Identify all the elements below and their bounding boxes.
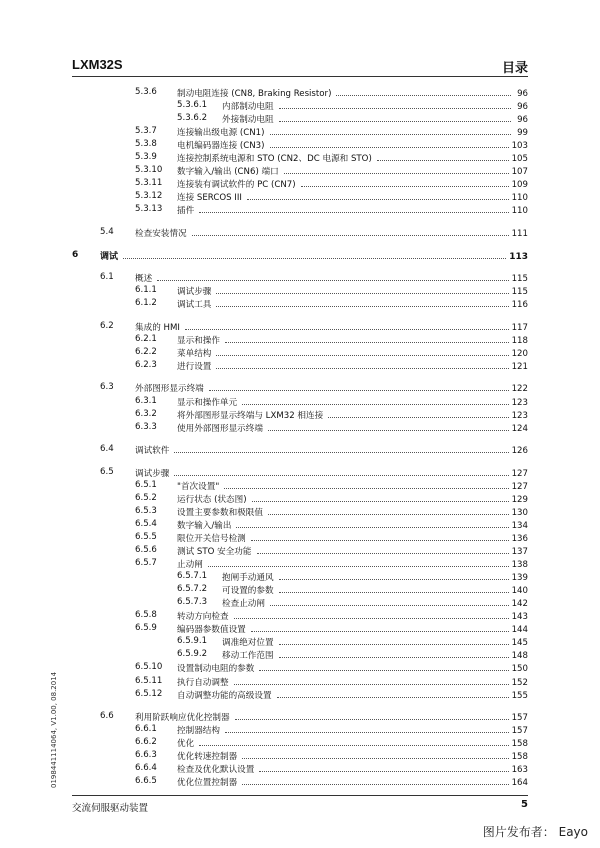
toc-entry-title: 转动方向检查 bbox=[177, 612, 229, 623]
toc-entry-title: 优化位置控制器 bbox=[177, 778, 238, 789]
dot-leader bbox=[192, 226, 509, 236]
toc-entry[interactable] bbox=[0, 583, 600, 596]
document-id: 0198441114064, V1.00, 08.2014 bbox=[50, 671, 58, 788]
toc-entry-page: 152 bbox=[511, 677, 528, 688]
toc-entry-page: 157 bbox=[511, 713, 528, 724]
toc-entry-number: 6.3.3 bbox=[135, 421, 157, 432]
toc-entry-title: 执行自动调整 bbox=[177, 677, 229, 688]
toc-entry[interactable] bbox=[0, 203, 600, 216]
toc-entry-page: 129 bbox=[511, 494, 528, 505]
toc-entry[interactable] bbox=[0, 557, 600, 570]
toc-entry-title: 概述 bbox=[135, 274, 153, 285]
toc-entry-page: 136 bbox=[511, 533, 528, 544]
toc-entry-title: 进行设置 bbox=[177, 361, 212, 372]
toc-entry-number: 5.3.10 bbox=[135, 165, 163, 176]
toc-entry-page: 140 bbox=[511, 586, 528, 597]
toc-entry-page: 107 bbox=[511, 167, 528, 178]
toc-entry-number: 6.5.3 bbox=[135, 505, 157, 516]
dot-leader bbox=[242, 749, 508, 759]
toc-entry-number: 6.6.1 bbox=[135, 724, 157, 735]
toc-entry-title: 调试步骤 bbox=[135, 468, 170, 479]
toc-entry-title: 设置制动电阻的参数 bbox=[177, 664, 255, 675]
toc-entry[interactable] bbox=[0, 635, 600, 648]
toc-entry-page: 127 bbox=[511, 481, 528, 492]
dot-leader bbox=[284, 164, 509, 174]
toc-entry[interactable] bbox=[0, 138, 600, 151]
toc-entry[interactable] bbox=[0, 675, 600, 688]
toc-entry-page: 124 bbox=[511, 423, 528, 434]
toc-entry-title: 止动闸 bbox=[177, 560, 203, 571]
toc-entry-page: 110 bbox=[511, 193, 528, 204]
toc-entry-title: 数字输入/输出 bbox=[177, 520, 232, 531]
toc-entry-number: 6.1.1 bbox=[135, 285, 157, 296]
toc-entry[interactable] bbox=[0, 531, 600, 544]
dot-leader bbox=[235, 710, 509, 720]
toc-entry-page: 120 bbox=[511, 348, 528, 359]
toc-entry-title: 调试 bbox=[100, 251, 119, 262]
toc-entry-page: 99 bbox=[517, 128, 528, 139]
dot-leader bbox=[216, 284, 508, 294]
toc-entry-page: 115 bbox=[511, 287, 528, 298]
toc-entry-number: 6.5.7.3 bbox=[177, 597, 208, 608]
dot-leader bbox=[328, 408, 508, 418]
toc-entry-page: 126 bbox=[511, 446, 528, 457]
page-number: 5 bbox=[521, 799, 528, 810]
toc-entry-title: 外接制动电阻 bbox=[222, 115, 274, 126]
product-name: LXM32S bbox=[72, 57, 123, 72]
toc-entry-page: 137 bbox=[511, 547, 528, 557]
dot-leader bbox=[377, 151, 509, 161]
dot-leader bbox=[216, 297, 508, 307]
toc-entry[interactable] bbox=[0, 466, 600, 479]
toc-entry-number: 6.1 bbox=[100, 272, 114, 283]
toc-entry-title: 测试 STO 安全功能 bbox=[177, 547, 252, 557]
toc-entry[interactable] bbox=[0, 421, 600, 434]
toc-entry-title: 显示和操作 bbox=[177, 335, 220, 346]
toc-entry-page: 139 bbox=[511, 573, 528, 584]
dot-leader bbox=[251, 622, 509, 632]
toc-entry[interactable] bbox=[0, 622, 600, 635]
toc-entry-page: 118 bbox=[511, 335, 528, 346]
toc-entry[interactable] bbox=[0, 346, 600, 359]
toc-entry-page: 145 bbox=[511, 638, 528, 649]
dot-leader bbox=[252, 492, 509, 502]
toc-entry-title: 调试步骤 bbox=[177, 287, 212, 298]
watermark: 图片发布者： Eayo bbox=[482, 825, 588, 839]
toc-entry-title: 将外部图形显示终端与 LXM32 相连接 bbox=[177, 410, 324, 421]
toc-entry[interactable] bbox=[0, 164, 600, 177]
toc-entry-page: 103 bbox=[511, 141, 528, 152]
toc-entry-title: 运行状态 (状态图) bbox=[177, 494, 247, 505]
toc-entry-number: 6.5.7 bbox=[135, 558, 157, 569]
toc-entry-title: 插件 bbox=[177, 206, 195, 217]
dot-leader bbox=[268, 505, 509, 515]
dot-leader bbox=[199, 736, 508, 746]
dot-leader bbox=[242, 395, 508, 405]
toc-entry[interactable] bbox=[0, 596, 600, 609]
toc-entry[interactable] bbox=[0, 112, 600, 125]
toc-entry-title: 调试软件 bbox=[135, 446, 170, 457]
toc-entry-number: 5.3.6.1 bbox=[177, 100, 208, 111]
toc-entry-title: 制动电阻连接 (CN8, Braking Resistor) bbox=[177, 89, 332, 99]
toc-entry-number: 5.3.9 bbox=[135, 152, 157, 163]
toc-entry-page: 122 bbox=[511, 384, 528, 395]
dot-leader bbox=[277, 688, 509, 698]
dot-leader bbox=[279, 112, 511, 122]
toc-entry-number: 5.3.6.2 bbox=[177, 113, 208, 124]
dot-leader bbox=[279, 648, 509, 658]
toc-entry-page: 113 bbox=[509, 251, 528, 262]
dot-leader bbox=[174, 466, 508, 476]
dot-leader bbox=[279, 635, 509, 645]
toc-entry-number: 5.4 bbox=[100, 227, 114, 237]
toc-entry-page: 123 bbox=[511, 410, 528, 421]
toc-entry[interactable] bbox=[0, 775, 600, 788]
toc-entry-page: 110 bbox=[511, 206, 528, 217]
toc-entry-number: 6.5.9.1 bbox=[177, 636, 208, 647]
toc-entry-title: 利用阶跃响应优化控制器 bbox=[135, 713, 230, 724]
toc-entry-number: 6.5.7.1 bbox=[177, 571, 208, 582]
dot-leader bbox=[270, 125, 512, 135]
toc-entry-number: 6.6 bbox=[100, 711, 114, 722]
toc-entry-title: 限位开关信号检测 bbox=[177, 533, 246, 544]
toc-entry-title: 连接输出级电源 (CN1) bbox=[177, 128, 265, 139]
dot-leader bbox=[259, 661, 508, 671]
footer-title: 交流伺服驱动装置 bbox=[72, 803, 149, 814]
toc-entry-number: 5.3.7 bbox=[135, 126, 157, 137]
toc-entry-number: 5.3.12 bbox=[135, 191, 163, 202]
toc-entry-number: 6.5.9.2 bbox=[177, 649, 208, 660]
header-rule bbox=[72, 76, 528, 77]
toc-entry[interactable] bbox=[0, 518, 600, 531]
toc-entry-number: 5.3.13 bbox=[135, 204, 163, 215]
dot-leader bbox=[251, 531, 509, 541]
toc-entry[interactable] bbox=[0, 381, 600, 394]
toc-entry-page: 127 bbox=[511, 468, 528, 479]
toc-entry-page: 123 bbox=[511, 397, 528, 408]
toc-entry-page: 157 bbox=[511, 726, 528, 737]
toc-entry-page: 117 bbox=[511, 322, 528, 333]
toc-entry-page: 109 bbox=[511, 180, 528, 191]
toc-entry-title: 电机编码器连接 (CN3) bbox=[177, 141, 265, 152]
toc-entry-number: 6.5.9 bbox=[135, 623, 157, 634]
toc-entry[interactable] bbox=[0, 86, 600, 99]
dot-leader bbox=[236, 518, 508, 528]
toc-entry-number: 6.5.6 bbox=[135, 545, 157, 555]
toc-entry-title: 显示和操作单元 bbox=[177, 397, 238, 408]
dot-leader bbox=[208, 557, 509, 567]
toc-entry-number: 6.2.2 bbox=[135, 346, 157, 357]
toc-entry-title: 抱闸手动通风 bbox=[222, 573, 274, 584]
toc-entry-title: 自动调整功能的高级设置 bbox=[177, 690, 272, 701]
toc-entry-page: 148 bbox=[511, 651, 528, 662]
toc-entry[interactable] bbox=[0, 320, 600, 333]
toc-entry-title: 数字输入/输出 (CN6) 端口 bbox=[177, 167, 279, 178]
toc-entry-title: 移动工作范围 bbox=[222, 651, 274, 662]
toc-entry-number: 6.4 bbox=[100, 444, 114, 455]
dot-leader bbox=[247, 190, 509, 200]
toc-entry[interactable] bbox=[0, 408, 600, 421]
toc-entry-page: 138 bbox=[511, 560, 528, 571]
toc-entry-page: 155 bbox=[511, 690, 528, 701]
toc-entry[interactable] bbox=[0, 395, 600, 408]
toc-entry-number: 6.5.5 bbox=[135, 531, 157, 542]
toc-entry-number: 6.5.2 bbox=[135, 492, 157, 503]
toc-entry-page: 96 bbox=[517, 115, 528, 126]
toc-entry[interactable] bbox=[0, 492, 600, 505]
toc-entry[interactable] bbox=[0, 249, 600, 262]
dot-leader bbox=[257, 544, 509, 554]
toc-entry-page: 144 bbox=[511, 625, 528, 636]
toc-entry-title: 内部制动电阻 bbox=[222, 102, 274, 113]
dot-leader bbox=[234, 609, 509, 619]
toc-entry-number: 6.5.12 bbox=[135, 688, 163, 699]
dot-leader bbox=[259, 762, 508, 772]
toc-entry-title: 检查止动闸 bbox=[222, 599, 265, 610]
toc-entry-number: 6.5.4 bbox=[135, 518, 157, 529]
toc-entry-number: 6.2 bbox=[100, 320, 114, 331]
toc-entry-title: 优化 bbox=[177, 739, 195, 750]
toc-entry-title: 编码器参数值设置 bbox=[177, 625, 246, 636]
toc-entry-number: 6.5.10 bbox=[135, 662, 163, 673]
toc-entry-page: 158 bbox=[511, 752, 528, 763]
toc-entry-title: 调准绝对位置 bbox=[222, 638, 274, 649]
toc-entry-page: 115 bbox=[511, 274, 528, 285]
toc-entry[interactable] bbox=[0, 749, 600, 762]
dot-leader bbox=[279, 99, 511, 109]
dot-leader bbox=[157, 271, 508, 281]
dot-leader bbox=[216, 359, 508, 369]
dot-leader bbox=[270, 138, 509, 148]
toc-entry[interactable] bbox=[0, 648, 600, 661]
dot-leader bbox=[185, 320, 509, 330]
dot-leader bbox=[225, 333, 509, 343]
toc-entry-number: 5.3.6 bbox=[135, 87, 157, 97]
toc-entry-number: 6 bbox=[72, 249, 79, 260]
dot-leader bbox=[268, 421, 509, 431]
dot-leader bbox=[199, 203, 508, 213]
toc-entry[interactable] bbox=[0, 609, 600, 622]
toc-entry-page: 96 bbox=[517, 89, 528, 99]
toc-entry[interactable] bbox=[0, 443, 600, 456]
toc-entry[interactable] bbox=[0, 284, 600, 297]
toc-entry-number: 6.5.11 bbox=[135, 675, 163, 686]
dot-leader bbox=[123, 249, 506, 259]
dot-leader bbox=[279, 583, 509, 593]
toc-entry-page: 150 bbox=[511, 664, 528, 675]
toc-entry-title: 设置主要参数和极限值 bbox=[177, 507, 263, 518]
toc-entry[interactable] bbox=[0, 359, 600, 372]
toc-entry-title: 可设置的参数 bbox=[222, 586, 274, 597]
toc-entry[interactable] bbox=[0, 125, 600, 138]
toc-entry-page: 116 bbox=[511, 300, 528, 311]
toc-entry-number: 6.3.1 bbox=[135, 395, 157, 406]
toc-entry-title: 检查安装情况 bbox=[135, 229, 187, 239]
toc-entry[interactable] bbox=[0, 151, 600, 164]
toc-entry-number: 6.5 bbox=[100, 466, 114, 477]
toc-entry-title: 控制器结构 bbox=[177, 726, 220, 737]
toc-entry[interactable] bbox=[0, 505, 600, 518]
toc-entry-title: 集成的 HMI bbox=[135, 322, 180, 333]
toc-entry-number: 6.3.2 bbox=[135, 408, 157, 419]
toc-entry[interactable] bbox=[0, 297, 600, 310]
dot-leader bbox=[279, 570, 509, 580]
toc-entry[interactable] bbox=[0, 544, 600, 557]
toc-entry[interactable] bbox=[0, 479, 600, 492]
section-title: 目录 bbox=[501, 61, 528, 76]
toc-entry-title: 检查及优化默认设置 bbox=[177, 765, 255, 776]
dot-leader bbox=[216, 346, 508, 356]
toc-entry[interactable] bbox=[0, 710, 600, 723]
toc-entry-number: 6.1.2 bbox=[135, 298, 157, 309]
toc-entry-page: 158 bbox=[511, 739, 528, 750]
toc-entry-page: 121 bbox=[511, 361, 528, 372]
toc-entry[interactable] bbox=[0, 271, 600, 284]
toc-entry-title: 连接 SERCOS III bbox=[177, 193, 242, 204]
dot-leader bbox=[242, 775, 508, 785]
toc-entry-title: 使用外部图形显示终端 bbox=[177, 423, 263, 434]
dot-leader bbox=[270, 596, 509, 606]
toc-entry-title: 连接控制系统电源和 STO (CN2、DC 电源和 STO) bbox=[177, 154, 372, 165]
toc-entry-title: 调试工具 bbox=[177, 300, 212, 311]
toc-entry[interactable] bbox=[0, 226, 600, 239]
dot-leader bbox=[224, 479, 508, 489]
toc-entry[interactable] bbox=[0, 99, 600, 112]
toc-entry-number: 6.3 bbox=[100, 382, 114, 393]
toc-entry-page: 164 bbox=[511, 778, 528, 789]
dot-leader bbox=[301, 177, 509, 187]
toc-entry[interactable] bbox=[0, 333, 600, 346]
toc-entry[interactable] bbox=[0, 723, 600, 736]
toc-entry[interactable] bbox=[0, 688, 600, 701]
toc-entry-number: 6.5.7.2 bbox=[177, 584, 208, 595]
footer-rule bbox=[72, 795, 528, 796]
toc-entry-page: 105 bbox=[511, 154, 528, 165]
toc-entry[interactable] bbox=[0, 762, 600, 775]
dot-leader bbox=[174, 443, 508, 453]
toc-entry[interactable] bbox=[0, 177, 600, 190]
toc-entry-title: "首次设置" bbox=[177, 481, 220, 492]
toc-entry-number: 6.6.2 bbox=[135, 737, 157, 748]
toc-entry-number: 6.2.3 bbox=[135, 359, 157, 370]
toc-entry-page: 130 bbox=[511, 507, 528, 518]
toc-entry-number: 5.3.8 bbox=[135, 139, 157, 150]
toc-entry[interactable] bbox=[0, 661, 600, 674]
dot-leader bbox=[336, 86, 511, 96]
toc-entry-number: 6.5.8 bbox=[135, 610, 157, 621]
toc-entry-page: 143 bbox=[511, 612, 528, 623]
dot-leader bbox=[234, 675, 509, 685]
toc-entry-page: 163 bbox=[511, 765, 528, 776]
toc-entry-title: 菜单结构 bbox=[177, 348, 212, 359]
toc-entry-page: 134 bbox=[511, 520, 528, 531]
toc-entry-title: 外部图形显示终端 bbox=[135, 384, 204, 395]
toc-entry[interactable] bbox=[0, 190, 600, 203]
toc-entry[interactable] bbox=[0, 736, 600, 749]
toc-entry-title: 优化转速控制器 bbox=[177, 752, 238, 763]
toc-entry-page: 111 bbox=[511, 229, 528, 239]
dot-leader bbox=[209, 381, 509, 391]
toc-entry-title: 连接装有调试软件的 PC (CN7) bbox=[177, 180, 296, 191]
dot-leader bbox=[225, 723, 509, 733]
toc-entry-number: 5.3.11 bbox=[135, 178, 163, 189]
toc-entry-page: 96 bbox=[517, 102, 528, 113]
toc-entry-number: 6.6.3 bbox=[135, 750, 157, 761]
toc-entry[interactable] bbox=[0, 570, 600, 583]
toc-entry-number: 6.5.1 bbox=[135, 479, 157, 490]
toc-entry-page: 142 bbox=[511, 599, 528, 610]
toc-entry-number: 6.6.5 bbox=[135, 776, 157, 787]
toc-entry-number: 6.6.4 bbox=[135, 763, 157, 774]
toc-entry-number: 6.2.1 bbox=[135, 333, 157, 344]
